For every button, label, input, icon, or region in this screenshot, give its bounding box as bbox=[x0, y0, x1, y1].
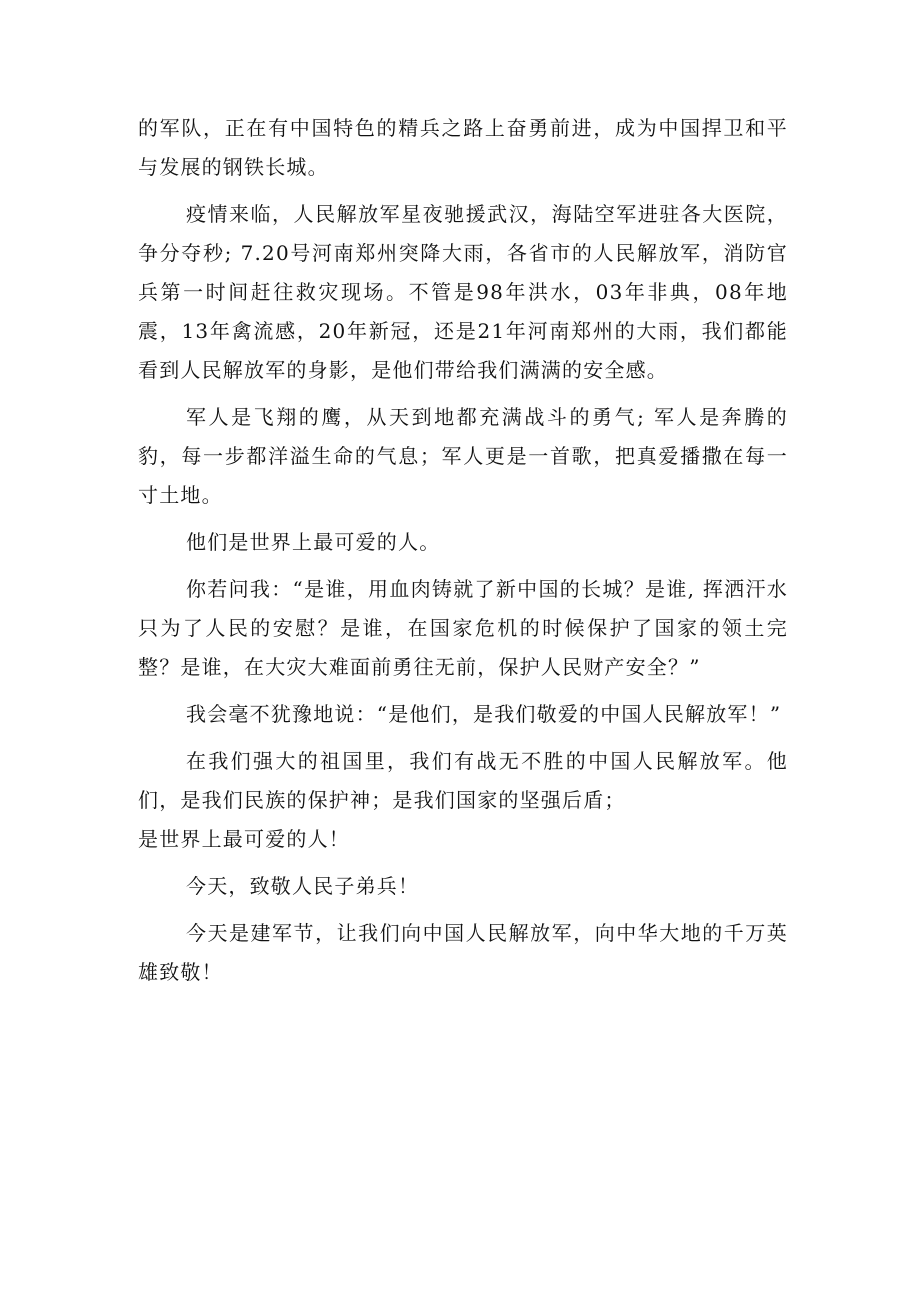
paragraph-8: 是世界上最可爱的人！ bbox=[138, 827, 350, 851]
paragraph-9: 今天，致敬人民子弟兵！ bbox=[186, 874, 420, 898]
paragraph-10: 今天是建军节，让我们向中国人民解放军，向中华大地的千万英雄致敬！ bbox=[138, 921, 788, 984]
paragraph-5: 你若问我：“是谁，用血肉铸就了新中国的长城？是谁, 挥洒汗水只为了人民的安慰？是谁，在国家危机的时候保护了国家的领土完整？是谁，在大灾大难面前勇往无前，保护人民财产安全？” bbox=[138, 577, 788, 679]
paragraph-4: 他们是世界上最可爱的人。 bbox=[186, 530, 441, 554]
paragraph-3: 军人是飞翔的鹰，从天到地都充满战斗的勇气; 军人是奔腾的豹，每一步都洋溢生命的气息；军人更是一首歌，把真爱播撒在每一寸土地。 bbox=[138, 405, 788, 507]
paragraph-6: 我会毫不犹豫地说：“是他们，是我们敬爱的中国人民解放军！” bbox=[186, 702, 782, 726]
document-body bbox=[138, 109, 788, 1000]
paragraph-7: 在我们强大的祖国里，我们有战无不胜的中国人民解放军。他们，是我们民族的保护神；是我们国家的坚强后盾； bbox=[138, 749, 788, 812]
paragraph-2: 疫情来临，人民解放军星夜驰援武汉，海陆空军进驻各大医院，争分夺秒; 7.20号河南郑州突降大雨，各省市的人民解放军，消防官兵第一时间赶往救灾现场。不管是98年洪水，03年非典，08年地震，13年禽流感，20年新冠，还是21年河南郑州的大雨，我们都能看到人民解放军的身影，是他们带给我们满满的安全感。 bbox=[138, 202, 788, 382]
paragraph-1: 的军队，正在有中国特色的精兵之路上奋勇前进，成为中国捍卫和平与发展的钢铁长城。 bbox=[138, 116, 788, 179]
